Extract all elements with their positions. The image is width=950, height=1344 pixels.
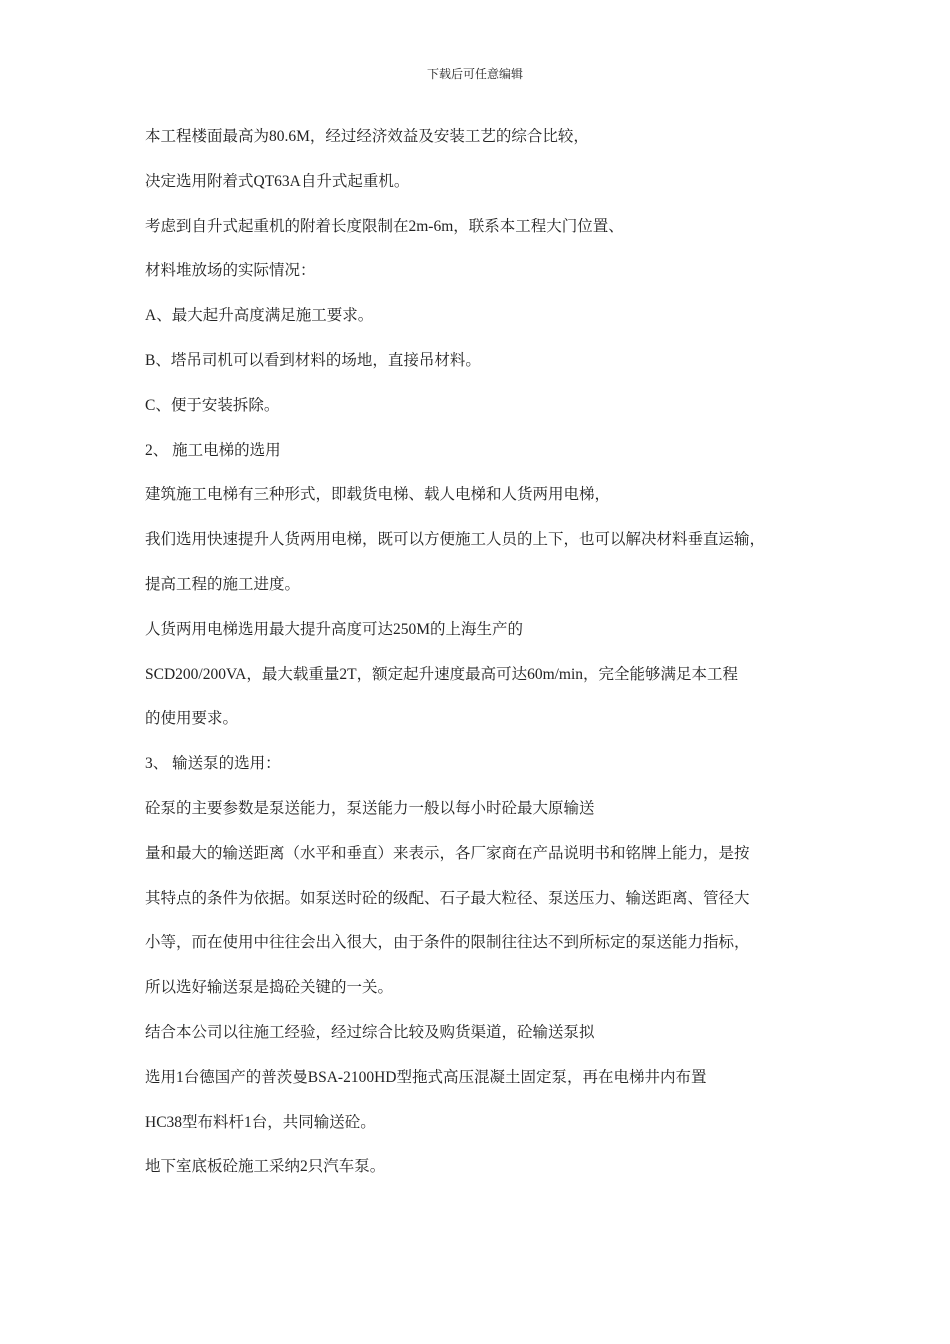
list-item: B、塔吊司机可以看到材料的场地，直接吊材料。 (145, 351, 481, 369)
paragraph-line: 建筑施工电梯有三种形式，即载货电梯、载人电梯和人货两用电梯， (145, 486, 611, 504)
section-heading: 2、 施工电梯的选用 (145, 441, 281, 459)
paragraph-line: 所以选好输送泵是捣砼关键的一关。 (145, 979, 394, 997)
paragraph-line: SCD200/200VA，最大载重量2T，额定起升速度最高可达60m/min，完全能够满足本工程 (145, 665, 739, 683)
paragraph-line: 量和最大的输送距离（水平和垂直）来表示，各厂家商在产品说明书和铭牌上能力，是按 (145, 844, 750, 862)
paragraph-line: 材料堆放场的实际情况： (145, 262, 316, 280)
paragraph-line: 结合本公司以往施工经验，经过综合比较及购货渠道，砼输送泵拟 (145, 1023, 595, 1041)
list-item: A、最大起升高度满足施工要求。 (145, 307, 374, 325)
paragraph-line: 本工程楼面最高为80.6M，经过经济效益及安装工艺的综合比较， (145, 128, 589, 145)
document-body (145, 124, 825, 1199)
paragraph-line: 砼泵的主要参数是泵送能力，泵送能力一般以每小时砼最大原输送 (145, 799, 595, 817)
list-item: C、便于安装拆除。 (145, 396, 280, 414)
paragraph-line: 地下室底板砼施工采纳2只汽车泵。 (145, 1158, 386, 1176)
paragraph-line: 提高工程的施工进度。 (145, 575, 301, 593)
paragraph-line: 小等，而在使用中往往会出入很大，由于条件的限制往往达不到所标定的泵送能力指标， (145, 934, 750, 952)
section-heading: 3、 输送泵的选用： (145, 755, 281, 773)
paragraph-line: 我们选用快速提升人货两用电梯，既可以方便施工人员的上下，也可以解决材料垂直运输， (145, 531, 766, 549)
paragraph-line: HC38型布料杆1台，共同输送砼。 (145, 1113, 376, 1131)
paragraph-line: 的使用要求。 (145, 710, 239, 728)
paragraph-line: 选用1台德国产的普茨曼BSA-2100HD型拖式高压混凝土固定泵，再在电梯井内布置 (145, 1068, 707, 1086)
paragraph-line: 决定选用附着式QT63A自升式起重机。 (145, 172, 410, 190)
paragraph-line: 其特点的条件为依据。如泵送时砼的级配、石子最大粒径、泵送压力、输送距离、管径大 (145, 889, 750, 907)
paragraph-line: 人货两用电梯选用最大提升高度可达250M的上海生产的 (145, 620, 524, 638)
page-header: 下载后可任意编辑 (426, 67, 523, 81)
paragraph-line: 考虑到自升式起重机的附着长度限制在2m-6m，联系本工程大门位置、 (145, 217, 624, 235)
